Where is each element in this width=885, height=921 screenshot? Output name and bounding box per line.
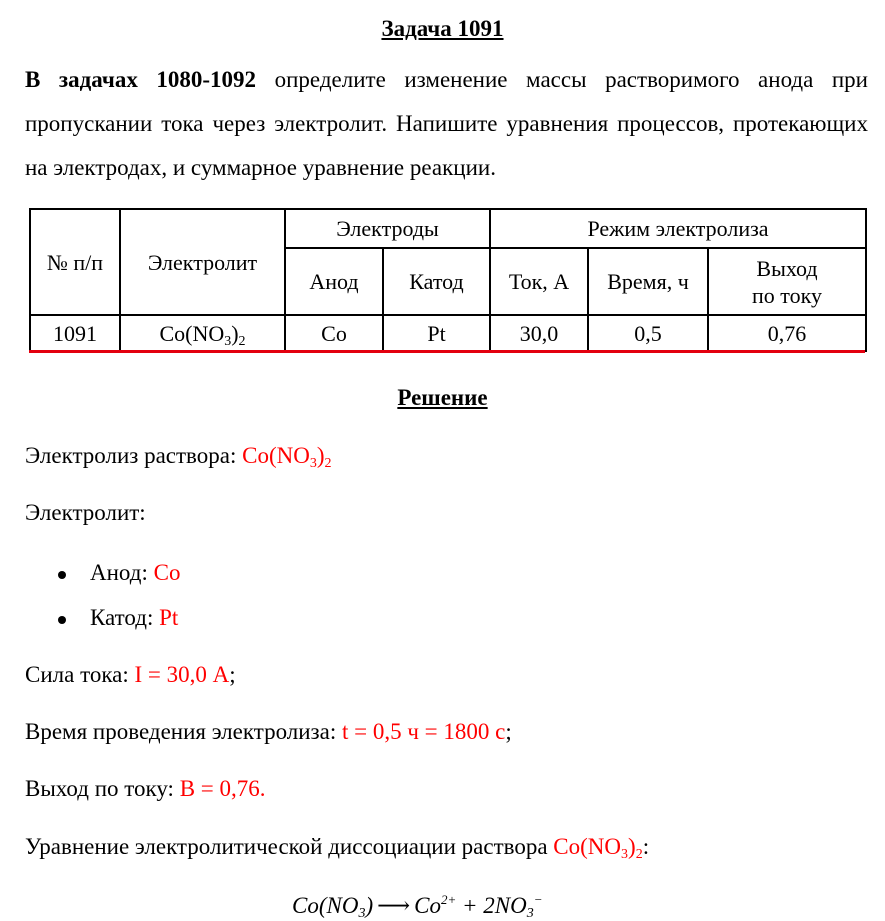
cathode-value: Pt bbox=[159, 605, 179, 630]
header-current: Ток, А bbox=[490, 248, 588, 315]
header-yield bbox=[708, 248, 866, 315]
cell-electrolyte: $Co(NO_3)_2$ bbox=[120, 315, 285, 351]
time-line: Время проведения электролиза: t = 0,5 ч = 1800 с; bbox=[25, 719, 512, 744]
dissociation-equation: $Co(NO_3)$ ⟶ $Co^{2+} + 2NO_3^-$ bbox=[292, 892, 543, 921]
header-yield-line1: Выход bbox=[756, 255, 818, 281]
current-line: Сила тока: I = 30,0 А; bbox=[25, 662, 236, 687]
task-table bbox=[29, 208, 867, 352]
header-electrolyte: Электролит bbox=[120, 209, 285, 315]
header-time: Время, ч bbox=[588, 248, 708, 315]
table-underline bbox=[29, 350, 865, 353]
header-cathode: Катод bbox=[383, 248, 490, 315]
cathode-line: Катод: Pt bbox=[90, 605, 179, 630]
anode-value: Co bbox=[153, 560, 181, 585]
time-value: t = 0,5 ч = 1800 с bbox=[342, 719, 506, 744]
yield-value: В = 0,76. bbox=[179, 776, 266, 801]
electrolyte-label: Электролит: bbox=[25, 500, 146, 525]
table-row bbox=[30, 315, 866, 351]
dissociation-line: Уравнение электролитической диссоциации раствора $Co(NO_3)_2$: bbox=[25, 834, 650, 862]
current-value: I = 30,0 А bbox=[134, 662, 230, 687]
task-title: Задача 1091 bbox=[381, 16, 504, 41]
yield-line: Выход по току: В = 0,76. bbox=[25, 776, 266, 801]
cell-cathode: Pt bbox=[383, 315, 490, 351]
header-electrolysis-mode: Режим электролиза bbox=[490, 209, 866, 248]
header-anode: Анод bbox=[285, 248, 383, 315]
reaction-arrow-icon: ⟶ bbox=[377, 893, 411, 918]
task-statement bbox=[25, 58, 868, 190]
dissociation-formula: $Co(NO_3)_2$ bbox=[553, 834, 643, 862]
task-statement-text: определите изменение массы растворимого анода при пропускании тока через электролит. Напишите уравнения процессов, протекающих на электродах, и суммарное уравнение реакции. bbox=[25, 67, 868, 180]
cell-current: 30,0 bbox=[490, 315, 588, 351]
electrolysis-line: Электролиз раствора: $Co(NO_3)_2$ bbox=[25, 443, 332, 471]
header-number: № п/п bbox=[30, 209, 120, 315]
solution-title: Решение bbox=[397, 385, 488, 410]
header-yield-line2: по току bbox=[752, 282, 822, 308]
anode-line: Анод: Co bbox=[90, 560, 181, 585]
cell-number: 1091 bbox=[30, 315, 120, 351]
bullet-icon bbox=[58, 571, 66, 579]
cell-anode: Co bbox=[285, 315, 383, 351]
task-range-bold: В задачах 1080-1092 bbox=[25, 67, 257, 92]
electrolysis-formula: $Co(NO_3)_2$ bbox=[242, 443, 332, 471]
header-electrodes: Электроды bbox=[285, 209, 490, 248]
bullet-icon bbox=[58, 616, 66, 624]
cell-yield: 0,76 bbox=[708, 315, 866, 351]
cell-time: 0,5 bbox=[588, 315, 708, 351]
